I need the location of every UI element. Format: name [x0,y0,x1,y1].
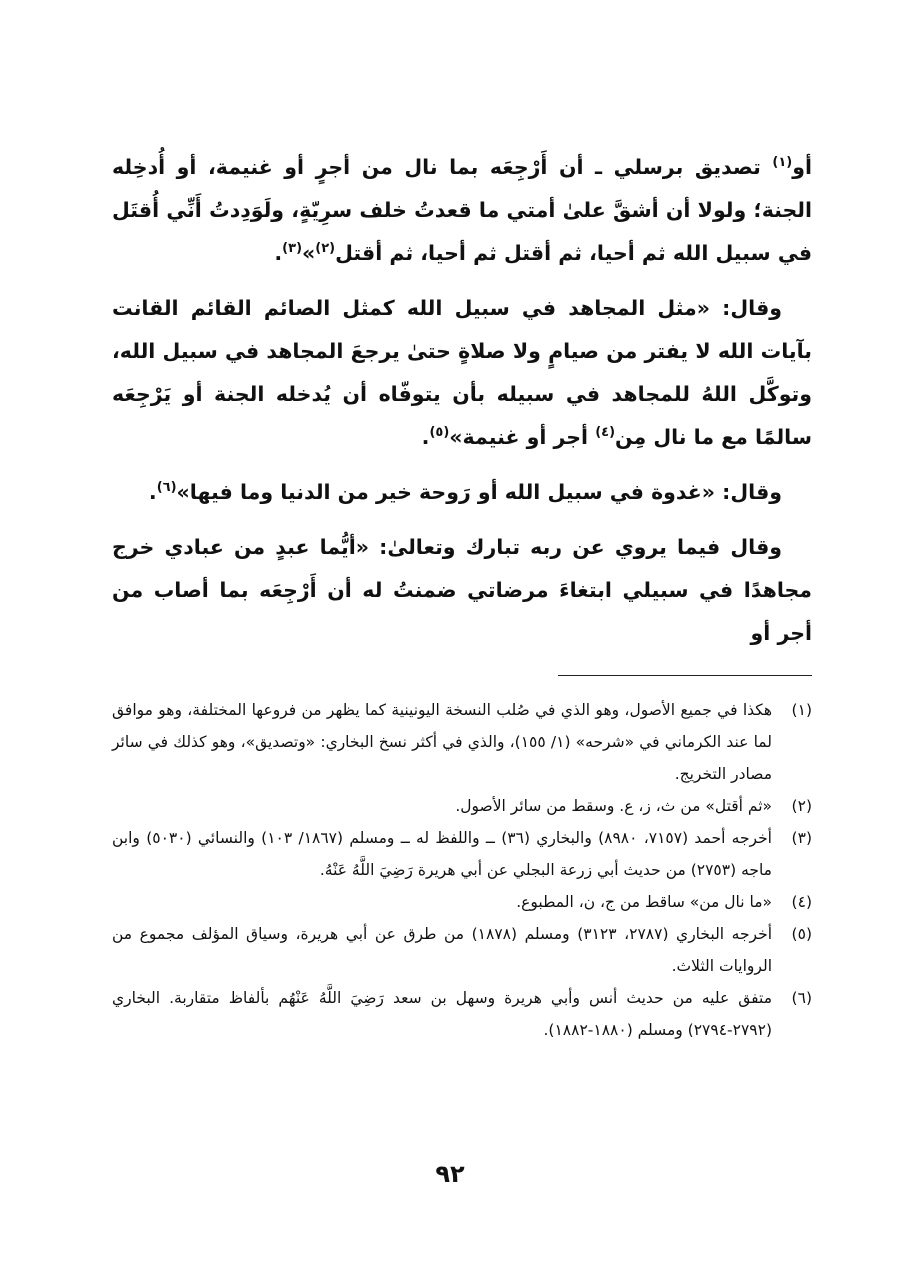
footnote-ref-3: (٣) [282,241,303,257]
footnote-ref-5: (٥) [429,425,450,441]
text-run: . [274,241,283,265]
text-run: أجر أو غنيمة» [449,425,596,449]
footnote-number: (٢) [791,797,812,815]
footnote-ref-4: (٤) [595,425,616,441]
footnote-number: (٦) [791,989,812,1007]
text-run: أو [792,155,812,179]
footnote-ref-2: (٢) [315,241,336,257]
footnotes [112,694,812,1046]
footnote-5 [112,918,812,982]
footnote-text: هكذا في جميع الأصول، وهو الذي في صُلب النسخة اليونينية كما يظهر من فروعها المختلفة، وهو موافق لما عند الكرماني في «شرحه» (١/ ١٥٥)، والذي في أكثر نسخ البخاري: «وتصديق»، وهو كذلك في سائر مصادر التخريج. [112,701,772,783]
text-run: وقال: «مثل المجاهد في سبيل الله كمثل الصائم القائم القانت بآيات الله لا يفتر من صيامٍ ولا صلاةٍ حتىٰ يرجعَ المجاهد في سبيل الله، وتوكَّل اللهُ للمجاهد في سبيله بأن يتوفّاه أن يُدخله الجنة أو يَرْجِعَه سالمًا مع ما نال مِن [112,296,812,449]
footnote-number: (١) [791,701,812,719]
footnote-1 [112,694,812,790]
footnote-number: (٤) [791,893,812,911]
footnote-ref-1: (١) [772,155,793,171]
paragraph-hadith-mujahid [112,287,812,459]
page-number: ٩٢ [435,1160,465,1188]
text-run: تصديق برسلي ـ أن أَرْجِعَه بما نال من أجرٍ أو غنيمة، أو أُدخِله الجنة؛ ولولا أن أشقَّ علىٰ أمتي ما قعدتُ خلف سرِيّةٍ، ولَوَدِدتُ أَنِّي أُقتَل في سبيل الله ثم أحيا، ثم أقتل ثم أحيا، ثم أقتل [112,155,812,265]
footnote-text: أخرجه البخاري (٢٧٨٧، ٣١٢٣) ومسلم (١٨٧٨) من طرق عن أبي هريرة، وسياق المؤلف مجموع من الروايات الثلاث. [112,925,772,975]
footnote-ref-6: (٦) [156,480,177,496]
text-run: » [302,241,316,265]
footnote-text: «ما نال من» ساقط من ج، ن، المطبوع. [516,893,772,911]
paragraph-hadith-guarantee [112,146,812,275]
main-text [112,146,812,667]
footnote-text: «ثم أقتل» من ث، ز، ع. وسقط من سائر الأصول. [455,797,772,815]
footnote-number: (٥) [791,925,812,943]
footnote-2 [112,790,812,822]
footnote-6 [112,982,812,1046]
text-run: وقال: «غدوة في سبيل الله أو رَوحة خير من الدنيا وما فيها» [176,480,782,504]
paragraph-hadith-qudsi [112,526,812,655]
footnote-separator [558,675,812,676]
text-run: . [421,425,430,449]
footnote-3 [112,822,812,886]
text-run: وقال فيما يروي عن ربه تبارك وتعالىٰ: «أيُّما عبدٍ من عبادي خرج مجاهدًا في سبيلي ابتغاءَ مرضاتي ضمنتُ له أن أَرْجِعَه بما أصاب من أجر أو [112,535,812,645]
footnote-text: متفق عليه من حديث أنس وأبي هريرة وسهل بن سعد رَضِيَ اللَّهُ عَنْهُم بألفاظ متقاربة. البخاري (٢٧٩٢-٢٧٩٤) ومسلم (١٨٨٠-١٨٨٢). [112,989,772,1039]
footnote-number: (٣) [791,829,812,847]
footnote-4 [112,886,812,918]
text-run: . [148,480,157,504]
footnote-text: أخرجه أحمد (٧١٥٧، ٨٩٨٠) والبخاري (٣٦) ــ واللفظ له ــ ومسلم (١٨٦٧/ ١٠٣) والنسائي (٥٠٣٠) وابن ماجه (٢٧٥٣) من حديث أبي زرعة البجلي عن أبي هريرة رَضِيَ اللَّهُ عَنْهُ. [112,829,772,879]
paragraph-hadith-ghadwa [112,471,812,514]
